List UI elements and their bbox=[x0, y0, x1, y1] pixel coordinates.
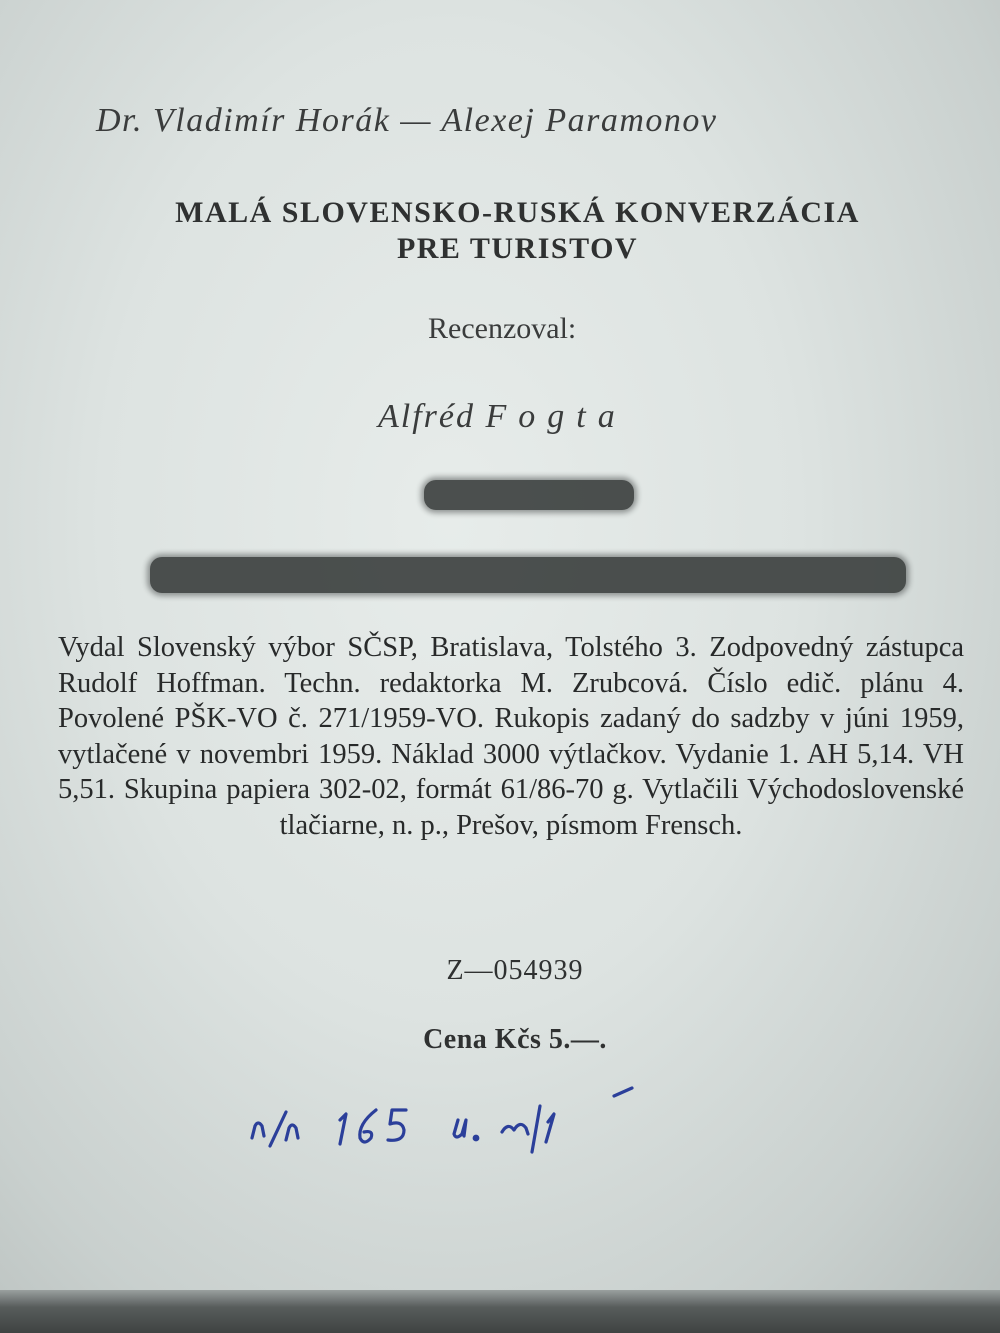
book-title-line-2: PRE TURISTOV bbox=[396, 232, 639, 265]
authors-line: Dr. Vladimír Horák — Alexej Paramonov bbox=[96, 102, 718, 139]
redaction-mark-long bbox=[150, 557, 906, 593]
publication-code: Z—054939 bbox=[446, 955, 584, 986]
price-line: Cena Kčs 5.—. bbox=[423, 1024, 607, 1055]
reviewer-label: Recenzoval: bbox=[428, 312, 577, 345]
handwritten-note bbox=[240, 1080, 660, 1170]
book-title-line-1: MALÁ SLOVENSKO-RUSKÁ KONVERZÁCIA bbox=[175, 196, 860, 229]
page-edge-shadow bbox=[0, 1290, 1000, 1333]
imprint-paragraph: Vydal Slovenský výbor SČSP, Bratislava, Tolstého 3. Zodpovedný zástupca Rudolf Hoffman. Techn. redaktorka M. Zrubcová. Číslo edič. plánu 4. Povolené PŠK-VO č. 271/1959-VO. Rukopis zadaný do sadzby v júni 1959, vytlačené v novembri 1959. Náklad 3000 výtlačkov. Vydanie 1. AH 5,14. VH 5,51. Skupina papiera 302-02, formát 61/86-70 g. Vytlačili Východoslovenské tlačiarne, n. p., Prešov, písmom Frensch. bbox=[58, 632, 964, 841]
reviewer-name bbox=[378, 398, 627, 436]
reviewer-first-name: Alfréd bbox=[378, 398, 486, 435]
reviewer-last-name: Fogta bbox=[485, 398, 627, 435]
redaction-mark-short bbox=[424, 480, 634, 510]
